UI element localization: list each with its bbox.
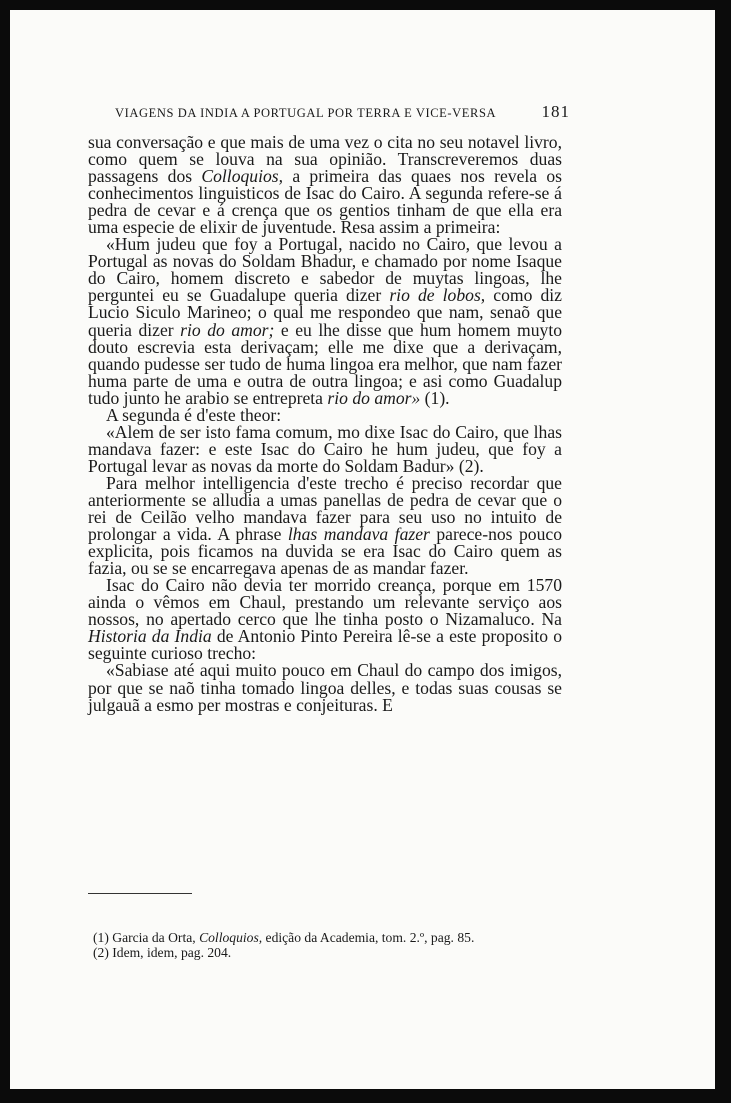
quotation-2: «Alem de ser isto fama comum, mo dixe Isac do Cairo, que lhas mandava fazer: e este Isac do Cairo he hum judeu, que foy a Portugal levar as novas da morte do Soldam Badur» (2).	[88, 421, 562, 476]
quotation-3: «Sabiase até aqui muito pouco em Chaul do campo dos imigos, por que se naõ tinha tomado lingoa delles, e todas suas cousas se julgauã a esmo per mostras e conjeituras. E	[88, 660, 562, 715]
footnote-1: (1) Garcia da Orta, Colloquios, edição da Academia, tom. 2.º, pag. 85.	[93, 930, 475, 945]
paragraph-2: A segunda é d'este theor:	[106, 404, 282, 425]
paragraph-3: Para melhor intelligencia d'este trecho é preciso recordar que anteriormente se alludia a umas panellas de pedra de cevar que o rei de Ceilão velho mandava fazer para seu uso no intuito de prolongar a vida. A phrase lhas mandava fazer parece-nos pouco explicita, pois ficamos na duvida se era Isac do Cairo quem as fazia, ou se se encarregava apenas de as mandar fazer.	[88, 472, 562, 579]
running-header	[115, 102, 570, 122]
page-number: 181	[541, 102, 570, 121]
footnote-rule	[88, 893, 192, 894]
paragraph-4: Isac do Cairo não devia ter morrido creança, porque em 1570 ainda o vêmos em Chaul, prestando um relevante serviço aos nossos, no apertado cerco que lhe tinha posto o Nizamaluco. Na Historia da India de Antonio Pinto Pereira lê-se a este proposito o seguinte curioso trecho:	[88, 575, 563, 664]
body-text	[88, 134, 562, 714]
footnote-2: (2) Idem, idem, pag. 204.	[93, 945, 232, 960]
paragraph-1: sua conversação e que mais de uma vez o cita no seu notavel livro, como quem se louva na sua opinião. Transcreveremos duas passagens dos Colloquios, a primeira das quaes nos revela os conhecimentos linguisticos de Isac do Cairo. A segunda refere-se á pedra de cevar e á crença que os gentios tinham de que ella era uma especie de elixir de juventude. Resa assim a primeira:	[88, 132, 562, 238]
book-page	[10, 10, 715, 1089]
footnotes	[93, 930, 573, 960]
quotation-1: «Hum judeu que foy a Portugal, nacido no Cairo, que levou a Portugal as novas do Soldam Bhadur, e chamado por nome Isaque do Cairo, homem discreto e sabedor de muytas lingoas, lhe perguntei eu se Guadalupe queria dizer rio de lobos, como diz Lucio Siculo Marineo; o qual me respondeo que nam, senaõ que queria dizer rio do amor; e eu lhe disse que hum homem muyto douto escrevia esta derivaçam; elle me dixe que a derivaçam, quando pudesse ser tudo de huma lingoa era melhor, que nam fazer huma parte de uma e outra de outra lingoa; e asi como Guadalup tudo junto he arabio se entrepreta rio do amor» (1).	[88, 234, 563, 408]
running-title: VIAGENS DA INDIA A PORTUGAL POR TERRA E VICE-VERSA	[115, 106, 497, 120]
